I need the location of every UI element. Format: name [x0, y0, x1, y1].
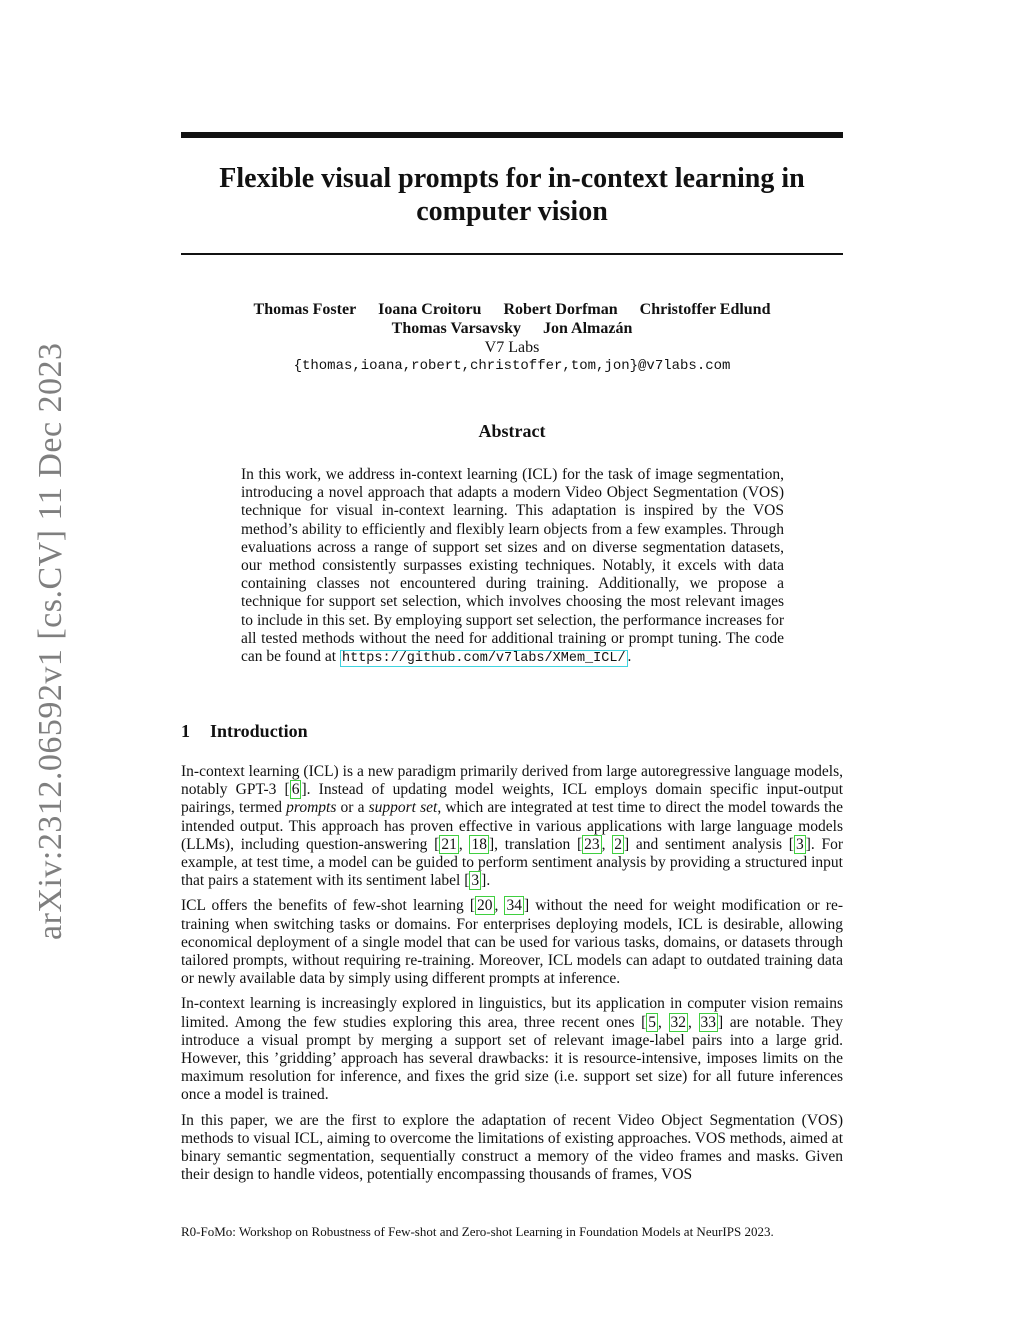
abstract-end: .: [627, 648, 632, 666]
author-name: Thomas Varsavsky: [391, 320, 522, 337]
text-run: ,: [688, 1013, 699, 1031]
text-run: ]. Instead of updating model weights, ICL employs domain specific input-output pairings, termed: [181, 781, 843, 817]
citation-link[interactable]: 20: [477, 897, 493, 915]
citation-link[interactable]: 33: [700, 1013, 717, 1031]
paragraph-4: In this paper, we are the first to explore the adaptation of recent Video Object Segmentation (VOS) methods to visual ICL, aiming to overcome the limitations of existing approaches. VOS methods, aimed at binary semantic segmentation, sequentially construct a memory of the video frames and masks. Given their design to handle videos, potentially encompassing thousands of frames, VOS: [181, 1111, 843, 1184]
section-heading-introduction: [181, 721, 843, 742]
author-line-2: [181, 319, 843, 338]
title-line-1: Flexible visual prompts for in-context learning in: [219, 163, 805, 194]
text-run: ,: [494, 897, 505, 915]
section-title: Introduction: [210, 721, 308, 741]
paper-title: [181, 162, 843, 228]
author-name: Christoffer Edlund: [639, 301, 771, 318]
text-run: ] without the need for weight modification or re-training when switching tasks or domains. For enterprises deploying models, ICL is desirable, allowing economical deployment of a single model that can be used for various tasks, domains, or datasets through tailored prompts, without requiring re-training. Moreover, ICL models can adapt to outdated training data or newly available data by simply using different prompts at inference.: [181, 897, 843, 988]
paragraph-1: [181, 763, 843, 890]
text-run: ,: [458, 835, 470, 853]
introduction-body: [181, 763, 843, 1191]
venue-footer: R0-FoMo: Workshop on Robustness of Few-shot and Zero-shot Learning in Foundation Models at NeurIPS 2023.: [181, 1224, 774, 1239]
citation-link[interactable]: 18: [471, 835, 487, 853]
text-run: ,: [658, 1013, 669, 1031]
title-top-rule: [181, 132, 843, 138]
paragraph-3: [181, 995, 843, 1104]
text-run: In-context learning (ICL) is a new paradigm primarily derived from large autoregressive language models, notably GPT-3 [: [181, 763, 843, 799]
citation-link[interactable]: 6: [291, 781, 300, 799]
author-name: Thomas Foster: [253, 301, 357, 318]
paragraph-2: [181, 897, 843, 988]
text-run: ] and sentiment analysis [: [624, 835, 794, 853]
text-run: ]. For example, at test time, a model can be guided to perform sentiment analysis by providing a structured input that pairs a statement with its sentiment label [: [181, 835, 844, 890]
citation-link[interactable]: 21: [441, 835, 457, 853]
affiliation: V7 Labs: [484, 339, 540, 356]
text-run: or a: [336, 799, 369, 817]
citation-link[interactable]: 34: [506, 897, 522, 915]
title-line-2: computer vision: [416, 196, 608, 227]
code-url-link[interactable]: https://github.com/v7labs/XMem_ICL/: [342, 651, 626, 667]
citation-link[interactable]: 23: [584, 835, 600, 853]
citation-link[interactable]: 2: [614, 835, 622, 853]
citation-link[interactable]: 5: [648, 1013, 657, 1031]
author-name: Jon Almazán: [543, 320, 633, 337]
abstract-body: In this work, we address in-context learning (ICL) for the task of image segmentation, introducing a novel approach that adapts a modern Video Object Segmentation (VOS) technique for visual in-context learning. This adaptation is inspired by the VOS method’s ability to efficiently and flexibly learn objects from a few examples. Through evaluations across a range of support set sizes and on diverse segmentation datasets, our method consistently surpasses existing techniques. Notably, it excels with data containing classes not encountered during training. Additionally, we propose a technique for support set selection, which involves choosing the most relevant images to include in this set. By employing support set selection, the performance increases for all tested methods without the need for additional training or prompt tuning. The code can be found at: [241, 466, 784, 666]
citation-link[interactable]: 3: [471, 872, 480, 890]
author-block: [181, 300, 843, 376]
title-bottom-rule: [181, 253, 843, 255]
text-run: ICL offers the benefits of few-shot learning [: [181, 897, 475, 915]
author-line-1: [181, 300, 843, 319]
text-run: ].: [481, 872, 491, 890]
text-run: In-context learning is increasingly explored in linguistics, but its application in computer vision remains limited. Among the few studies exploring this area, three recent ones [: [181, 995, 843, 1031]
author-emails: {thomas,ioana,robert,christoffer,tom,jon}@v7labs.com: [293, 358, 731, 374]
text-run: ] are notable. They introduce a visual prompt by merging a support set of relevant image-label pairs into a large grid. However, this ’gridding’ approach has several drawbacks: it is resource-intensive, imposes limits on the maximum resolution for inference, and fixes the grid size (i.e. support set size) for all future inferences once a model is trained.: [181, 1013, 844, 1104]
emphasis-prompts: prompts: [286, 799, 337, 817]
arxiv-side-stamp: arXiv:2312.06592v1 [cs.CV] 11 Dec 2023: [32, 342, 69, 940]
citation-link[interactable]: 32: [670, 1013, 687, 1031]
abstract-text: [241, 466, 784, 668]
author-name: Ioana Croitoru: [378, 301, 482, 318]
abstract-heading: Abstract: [478, 421, 546, 441]
emphasis-support-set: support set: [368, 799, 438, 817]
author-name: Robert Dorfman: [503, 301, 618, 318]
text-run: ,: [601, 835, 613, 853]
citation-link[interactable]: 3: [795, 835, 804, 853]
section-number: 1: [181, 721, 190, 741]
text-run: ], translation [: [488, 835, 583, 853]
text-run: , which are integrated at test time to direct the model towards the intended output. This approach has proven effective in various applications with large language models (LLMs), including question-answering [: [181, 799, 843, 853]
